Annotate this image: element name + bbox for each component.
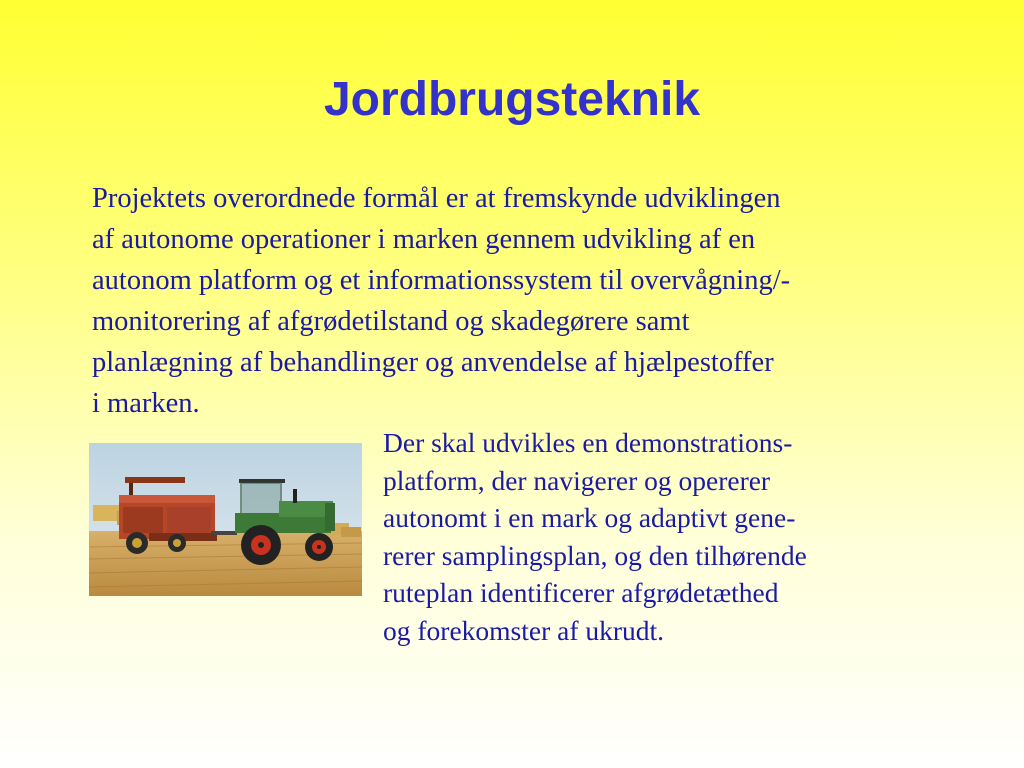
- demo-paragraph: Der skal udvikles en demonstrations- platform, der navigerer og opererer autonomt i en mark og adaptivt gene- rerer samplingsplan, og den tilhørende ruteplan identificerer afgrødetæthed og forekomster af ukrudt.: [383, 427, 807, 646]
- slide-title: Jordbrugsteknik: [323, 73, 701, 126]
- intro-paragraph: Projektets overordnede formål er at fremskynde udviklingen af autonome operationer i marken gennem udvikling af en autonom platform og et informationssystem til overvågning/- monitorering af afgrødetilstand og skadegørere samt planlægning af behandlinger og anvendelse af hjælpestoffer i marken.: [92, 183, 791, 419]
- tractor-baler-photo: [89, 443, 362, 596]
